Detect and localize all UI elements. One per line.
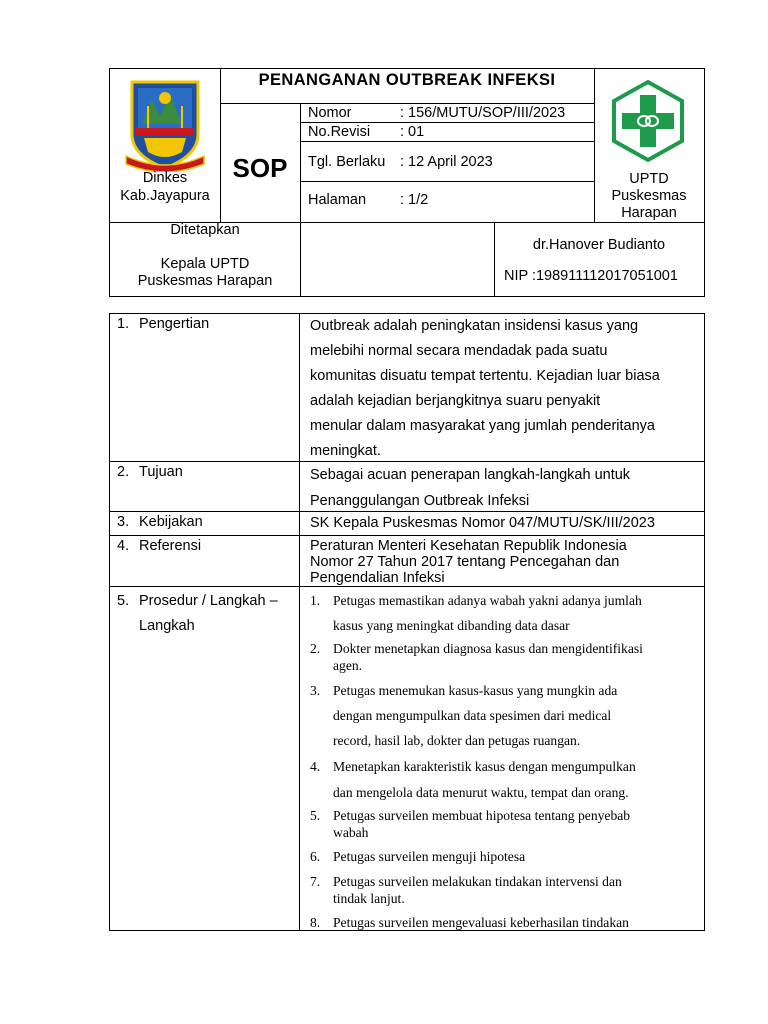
- sop-content-table: [109, 313, 705, 931]
- section-5-title-line-2: Langkah: [139, 618, 195, 634]
- step-number: 1.: [310, 593, 321, 608]
- section-1-line: meningkat.: [310, 443, 381, 459]
- section-2-title: Tujuan: [139, 464, 183, 480]
- section-3-label: [117, 514, 203, 531]
- section-5-number: 5.: [117, 593, 130, 609]
- section-2-line: Penanggulangan Outbreak Infeksi: [310, 493, 530, 509]
- section-4-line: Pengendalian Infeksi: [310, 570, 445, 586]
- right-org-line-2: Puskesmas: [611, 188, 687, 204]
- section-5-title-line-1: Prosedur / Langkah –: [139, 593, 278, 609]
- section-2-label: [117, 464, 183, 481]
- section-1-number: 1.: [117, 316, 130, 332]
- step-line: record, hasil lab, dokter dan petugas ruangan.: [333, 733, 581, 748]
- section-3-title: Kebijakan: [139, 514, 203, 530]
- step-number: 2.: [310, 641, 321, 656]
- sop-title: PENANGANAN OUTBREAK INFEKSI: [258, 71, 556, 89]
- step-number: 8.: [310, 915, 321, 930]
- section-5-label: [117, 589, 278, 639]
- section-4-label: [117, 538, 201, 555]
- meta-value-tgl: : 12 April 2023: [400, 154, 493, 170]
- meta-label-halaman: Halaman: [308, 192, 367, 208]
- step-line: Petugas memastikan adanya wabah yakni adanya jumlah: [333, 593, 642, 608]
- kabupaten-jayapura-crest-icon: [124, 76, 206, 172]
- left-org-line-1: Dinkes: [142, 170, 188, 186]
- section-4-number: 4.: [117, 538, 130, 554]
- sop-label: SOP: [232, 153, 288, 183]
- puskesmas-logo-icon: [610, 79, 686, 163]
- section-4-line: Nomor 27 Tahun 2017 tentang Pencegahan dan: [310, 554, 620, 570]
- procedure-step: [310, 848, 702, 865]
- section-4-title: Referensi: [139, 538, 202, 554]
- signer-nip: NIP :198911112017051001: [504, 268, 678, 284]
- section-3-body: [310, 514, 700, 532]
- step-line: Petugas menemukan kasus-kasus yang mungkin ada: [333, 683, 618, 698]
- meta-label-nomor: Nomor: [308, 105, 352, 121]
- right-org-line-1: UPTD: [629, 171, 669, 187]
- step-line: Menetapkan karakteristik kasus dengan mengumpulkan: [333, 759, 636, 774]
- kepala-line-1: Kepala UPTD: [160, 256, 250, 272]
- section-1-title: Pengertian: [139, 316, 210, 332]
- section-3-line: SK Kepala Puskesmas Nomor 047/MUTU/SK/III/2023: [310, 515, 655, 531]
- section-2-line: Sebagai acuan penerapan langkah-langkah untuk: [310, 467, 631, 483]
- meta-label-tgl: Tgl. Berlaku: [308, 154, 386, 170]
- procedure-step: [310, 678, 702, 753]
- section-2-number: 2.: [117, 464, 130, 480]
- step-number: 5.: [310, 808, 321, 823]
- section-2-body: [310, 462, 700, 514]
- section-4-line: Peraturan Menteri Kesehatan Republik Indonesia: [310, 538, 627, 554]
- step-line: agen.: [333, 658, 363, 673]
- section-1-label: [117, 316, 209, 333]
- step-line: dan mengelola data menurut waktu, tempat dan orang.: [333, 785, 629, 800]
- step-line: Petugas surveilen mengevaluasi keberhasilan tindakan: [333, 915, 629, 930]
- meta-label-revisi: No.Revisi: [308, 124, 371, 140]
- step-line: dengan mengumpulkan data spesimen dari medical: [333, 708, 612, 723]
- step-line: tindak lanjut.: [333, 891, 405, 906]
- section-1-line: komunitas disuatu tempat tertentu. Kejadian luar biasa: [310, 368, 660, 384]
- section-1-line: Outbreak adalah peningkatan insidensi kasus yang: [310, 318, 639, 334]
- sop-header-table: [109, 68, 705, 297]
- procedure-step: [310, 807, 702, 841]
- section-4-body: [310, 538, 700, 586]
- step-line: wabah: [333, 825, 369, 840]
- meta-value-halaman: : 1/2: [400, 192, 429, 208]
- step-line: kasus yang meningkat dibanding data dasar: [333, 618, 570, 633]
- step-line: Petugas surveilen melakukan tindakan intervensi dan: [333, 874, 622, 889]
- step-line: Dokter menetapkan diagnosa kasus dan mengidentifikasi: [333, 641, 643, 656]
- right-org-line-3: Harapan: [621, 205, 677, 221]
- procedure-step: [310, 640, 702, 674]
- step-number: 4.: [310, 759, 321, 774]
- step-number: 3.: [310, 683, 321, 698]
- section-1-line: menular dalam masyarakat yang jumlah penderitanya: [310, 418, 655, 434]
- step-line: Petugas surveilen menguji hipotesa: [333, 849, 526, 864]
- kepala-line-2: Puskesmas Harapan: [137, 273, 273, 289]
- procedure-step: [310, 588, 702, 638]
- section-3-number: 3.: [117, 514, 130, 530]
- procedure-step: [310, 914, 702, 931]
- section-1-line: melebihi normal secara mendadak pada suatu: [310, 343, 608, 359]
- ditetapkan-label: Ditetapkan: [170, 222, 240, 238]
- step-number: 7.: [310, 874, 321, 889]
- left-org-line-2: Kab.Jayapura: [120, 188, 210, 204]
- section-1-body: [310, 314, 700, 464]
- signer-name: dr.Hanover Budianto: [532, 237, 666, 253]
- procedure-step: [310, 754, 702, 806]
- step-line: Petugas surveilen membuat hipotesa tentang penyebab: [333, 808, 631, 823]
- meta-value-revisi: : 01: [400, 124, 425, 140]
- section-1-line: adalah kejadian berjangkitnya suaru penyakit: [310, 393, 601, 409]
- step-number: 6.: [310, 849, 321, 864]
- procedure-step: [310, 873, 702, 907]
- meta-value-nomor: : 156/MUTU/SOP/III/2023: [400, 105, 566, 121]
